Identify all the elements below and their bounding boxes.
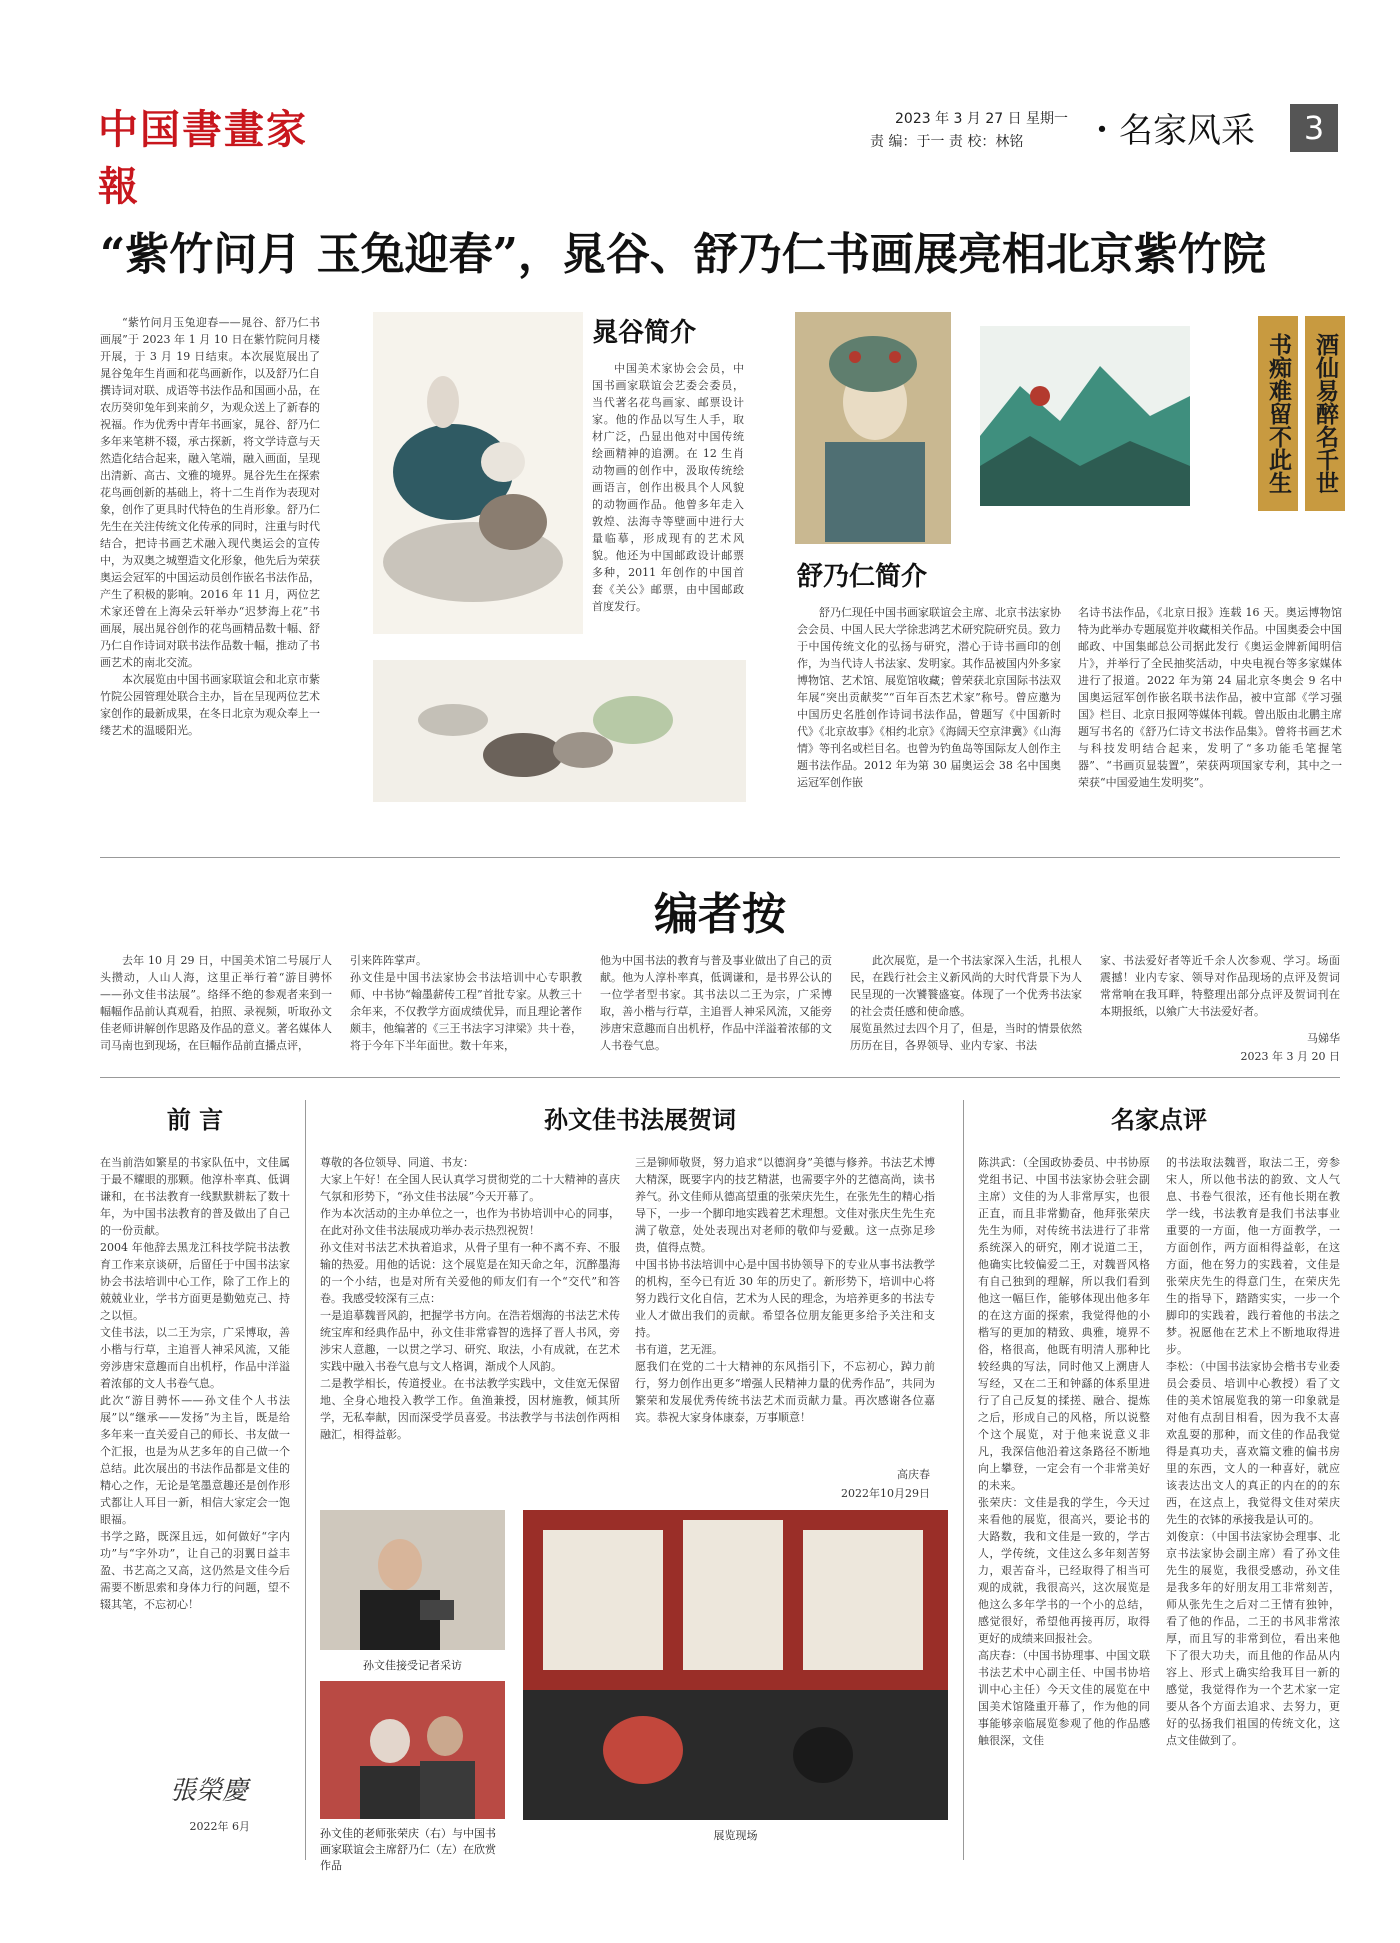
interview-photo-art [320, 1510, 505, 1650]
comments-title: 名家点评 [1111, 1105, 1207, 1134]
teacher-photo [320, 1681, 505, 1819]
issue-date: 2023 年 3 月 27 日 星期一 [895, 111, 1069, 127]
teacher-photo-caption: 孙文佳的老师张荣庆（右）与中国书画家联谊会主席舒乃仁（左）在欣赏作品 [320, 1827, 496, 1872]
preface-signature: 張榮慶 [170, 1776, 249, 1806]
exhibition-photo [523, 1510, 948, 1820]
newspaper-logo: 中国書畫家報 [98, 106, 308, 210]
preface-date: 2022年 6月 [189, 1820, 250, 1833]
teacher-photo-art [320, 1681, 505, 1819]
shu-bio-col2: 名诗书法作品，《北京日报》连载 16 天。奥运博物馆特为此举办专题展览并收藏相关作品。中国奥委会中国邮政、中国集邮总公司据此发行《奥运金牌新闻明信片》，并举行了全民抽奖活动，中央电视台等多家媒体进行了报道。2022 年为第 24 届北京冬奥会 9 名中国奥运冠军创作嵌名联书法作品，被中宣部《学习强国》栏目、北京日报网等媒体刊载。曾出版由北鹏主席题写书名的《舒乃仁诗文书法作品集》。曾将书画艺术与科技发明结合起来，发明了“多功能毛笔握笔器”、“书画页显装置”，荣获两项国家专利，其中之一荣获“中国爱迪生发明奖”。 [1078, 606, 1342, 789]
interview-photo-caption: 孙文佳接受记者采访 [363, 1659, 462, 1672]
exhibition-photo-art [523, 1510, 948, 1820]
editor-note-date: 2023 年 3 月 20 日 [1240, 1050, 1340, 1063]
shu-title: 舒乃仁简介 [797, 562, 928, 592]
column-divider-2 [963, 1100, 964, 1860]
chaogu-bio: 中国美术家协会会员，中国书画家联谊会艺委会委员，当代著名花鸟画家、邮票设计家。他的作品以写生人手，取材广泛，凸显出他对中国传统绘画精神的追溯。在 12 生肖动物画的创作中，汲取传统绘画语言，创作出极具个人风貌的动物画作品。他曾多年走入敦煌、法海寺等壁画中进行大量临摹，形成现有的艺术风貌。他还为中国邮政设计邮票多种，2011 年创作的中国首套《关公》邮票，由中国邮政首度发行。 [592, 362, 744, 613]
congrats-signer: 高庆春 [897, 1468, 930, 1481]
comments-col1: 陈洪武：（全国政协委员、中书协原党组书记、中国书法家协会驻会副主席）文佳的为人非常厚实，也很正直，而且非常勤奋，他拜张荣庆先生为师，对传统书法进行了非常系统深入的研究，刚才说道二王，他确实比较偏爱二王，对魏晋风格有自己独到的理解，所以我们看到他这一幅巨作，能够体现出他多年的在这方面的探索，我觉得他的小楷写的更加的精致、典雅，境界不俗，格很高，他既有明清人那种比较经典的写法，同时他又上溯唐人写经，又在二王和钟繇的体系里进行了自己反复的揉搓、融合、提炼之后，形成自己的风格，所以说整个这个展览，对于他来说意义非凡，我深信他沿着这条路径不断地向上攀登，一定会有一个非常美好的未来。 张荣庆：文佳是我的学生，今天过来看他的展览，很高兴，要论书的大路数，我和文佳是一致的，学古人，学传统，文佳这么多年刻苦努力，艰苦奋斗，已经取得了相当可观的成就，我很高兴，这次展览是他这么多年学书的一个小的总结，感觉很好，希望他再接再厉，取得更好的成绩来回报社会。 高庆春：（中国书协理事、中国文联书法艺术中心副主任、中国书协培训中心主任）今天文佳的展览在中国美术馆隆重开幕了，作为他的同事能够亲临展览参观了他的作品感触很深，文佳 [978, 1156, 1150, 1747]
preface-text: 在当前浩如繁星的书家队伍中，文佳属于最不耀眼的那颗。他淳朴率真、低调谦和，在书法教育一线默默耕耘了数十年，为中国书法教育的普及做出了自己的一份贡献。 2004 年他辞去黑龙江科技学院书法教育工作来京谈研，后留任于中国书法家协会书法培训中心工作，除了工作上的兢兢业业，学书方面更是勤勉克己、持之以恒。 文佳书法，以二王为宗，广采博取，善小楷与行草，主追晋人神采风流，又能旁涉唐宋意趣而自出机杼，作品中洋溢着浓郁的文人书卷气息。 此次“游目骋怀——孙文佳个人书法展”以“继承——发扬”为主旨，既是给多年来一直关爱自己的师长、书友做一个汇报，也是为从艺多年的自己做一个总结。此次展出的书法作品都是文佳的精心之作，无论是笔墨意趣还是创作形式都让人耳目一新，相信大家定会一饱眼福。 书学之路，既深且远，如何做好“字内功”与“字外功”，让自己的羽翼日益丰盈、书艺高之又高，这仍然是文佳今后需要不断思索和身体力行的问题，望不辍其笔，不忘初心！ [100, 1156, 290, 1611]
section-divider-2 [100, 1077, 1340, 1078]
tang-lady-art [795, 312, 951, 544]
article-intro [100, 314, 320, 794]
rabbits-landscape-art [373, 660, 746, 802]
comments-col2: 的书法取法魏晋，取法二王，旁参宋人，所以他书法的韵致、文人气息、书卷气很浓，还有他长期在教学一线，书法教育是我们书法事业重要的一方面，他一方面教学，一方面创作，两方面相得益彰，在这方面，他在努力的实践着，文佳是张荣庆先生的得意门生，在荣庆先生的指导下，踏踏实实，一步一个脚印的实践着，践行着他的书法之梦。祝愿他在艺术上不断地取得进步。 李松：（中国书法家协会楷书专业委员会委员、培训中心教授）看了文佳的美术馆展览我的第一印象就是对他有点刮目相看，因为我不太喜欢乱耍的那种，而文佳的作品我觉得是真功夫，喜欢篇文雅的偏书房里的东西，文人的一种喜好，就应该表达出文人的真正的内在的的东西，在这点上，我觉得文佳对荣庆先生的衣钵的承接我是认可的。 刘俊京：（中国书法家协会理事、北京书法家协会副主席）看了孙文佳先生的展览，我很受感动，孙文佳是我多年的好朋友用工非常刻苦，师从张先生之后对二王情有独钟，看了他的作品，二王的书风非常浓厚，而且写的非常到位，看出来他下了很大功夫，而且他的作品从内容上、形式上确实给我耳目一新的感觉，我觉得作为一个艺术家一定要从各个方面去追求、去努力，更好的弘扬我们祖国的传统文化，这点文佳做到了。 [1166, 1156, 1340, 1747]
couplet-text-left: 书痴难留不此生 [1265, 333, 1292, 494]
landscape-art [980, 326, 1190, 506]
rabbit-painting [373, 312, 583, 634]
editor-note-col5: 家、书法爱好者等近千余人次参观、学习。场面震撼！业内专家、领导对作品现场的点评及贺词常常响在我耳畔，特整理出部分点评及贺词刊在本期报纸，以飨广大书法爱好者。 [1100, 954, 1340, 1018]
landscape-painting [980, 326, 1190, 506]
editor-note-col4: 此次展览，是一个书法家深入生活，扎根人民，在践行社会主义新风尚的大时代背景下为人民呈现的一次饕餮盛宴。体现了一个优秀书法家的社会责任感和使命感。 展览虽然过去四个月了，但是，当时的情景依然历历在目，各界领导、业内专家、书法 [850, 954, 1082, 1052]
congrats-col1: 尊敬的各位领导、同道、书友： 大家上午好！在全国人民认真学习贯彻党的二十大精神的喜庆气氛和形势下，“孙文佳书法展”今天开幕了。 作为本次活动的主办单位之一，也作为书协培训中心的同事，在此对孙文佳书法展成功举办表示热烈祝贺！ 孙文佳对书法艺术执着追求，从骨子里有一种不离不弃、不服输的热爱。用他的话说：这个展览是在知天命之年，沉醉墨海的一个小结，也是对所有关爱他的师友们有一个“交代”和答卷。我感受较深有三点： 一是追摹魏晋风韵，把握学书方向。在浩若烟海的书法艺术传统宝库和经典作品中，孙文佳非常睿智的选择了晋人书风，旁涉宋人意趣，一以贯之学习、研究、取法，小有成就，在艺术实践中融入书卷气息与文人格调，渐成个人风韵。 二是教学相长，传道授业。在书法教学实践中，文佳宽无保留地、全身心地投入教学工作。鱼渔兼授，因材施教，倾其所学，无私奉献，因而深受学员喜爱。书法教学与书法创作两相融汇，相得益彰。 [320, 1156, 620, 1441]
main-headline: “紫竹问月 玉兔迎春”，晁谷、舒乃仁书画展亮相北京紫竹院 [100, 229, 1266, 280]
exhibition-photo-caption: 展览现场 [713, 1829, 758, 1842]
intro-paragraph-2: 本次展览由中国书画家联谊会和北京市紫竹院公园管理处联合主办，旨在呈现两位艺术家创作的最新成果，在冬日北京为观众奉上一缕艺术的温暖阳光。 [100, 673, 320, 737]
congrats-date: 2022年10月29日 [841, 1487, 930, 1500]
rabbit-painting-art [373, 312, 583, 634]
chaogu-title: 晁谷简介 [592, 318, 697, 348]
editor-note-col2: 引来阵阵掌声。 孙文佳是中国书法家协会书法培训中心专职教师、中书协“翰墨薪传工程”首批专家。从教三十余年来，不仅教学方面成绩优异，而且理论著作颇丰，他编著的《三王书法字习津梁》共十卷，将于今年下半年面世。数十年来， [350, 954, 582, 1052]
couplet-scroll-left [1258, 316, 1298, 511]
preface-title: 前 言 [166, 1105, 224, 1134]
tang-lady-painting [795, 312, 951, 544]
editor-note-col1: 去年 10 月 29 日，中国美术馆二号展厅人头攒动，人山人海，这里正举行着“游目骋怀——孙文佳书法展”。络绎不绝的参观者来到一幅幅作品前认真观看，拍照、录视频，听取孙文佳老师讲解创作思路及作品的意义。著名媒体人司马南也到现场，在巨幅作品前直播点评， [100, 954, 332, 1052]
page-number: 3 [1290, 104, 1338, 152]
shu-bio-col1: 舒乃仁现任中国书画家联谊会主席、北京书法家协会会员、中国人民大学徐悲鸿艺术研究院研究员。致力于中国传统文化的弘扬与研究，潜心于诗书画印的创作，为当代诗人书法家、发明家。其作品被国内外多家博物馆、艺术馆、展览馆收藏；曾荣获北京国际书法双年展“突出贡献奖”“百年百杰艺术家”称号。曾应邀为中国历史名胜创作诗词书法作品，曾题写《中国新时代》《北京故事》《相约北京》《海阔天空京津冀》《山海情》等刊名或栏目名。也曾为钓鱼岛等国际友人创作主题书法作品。2012 年为第 30 届奥运会 38 名中国奥运冠军创作嵌 [797, 606, 1061, 789]
interview-photo [320, 1510, 505, 1650]
editor-note-col3: 他为中国书法的教育与普及事业做出了自己的贡献。他为人淳朴率真，低调谦和，是书界公认的一位学者型书家。其书法以二王为宗，广采博取，善小楷与行草，主追晋人神采风流，又能旁涉唐宋意趣而自出机杼，作品中洋溢着浓郁的文人书卷气息。 [600, 954, 832, 1052]
editor-note-title: 编者按 [654, 889, 786, 940]
editor-note-signer: 马娣华 [1307, 1032, 1340, 1045]
congrats-col2: 三是铆师敬贤，努力追求“以德润身”美德与修养。书法艺术博大精深，既要字内的技艺精湛，也需要字外的艺德高尚，读书养气。孙文佳师从德高望重的张荣庆先生，在张先生的精心指导下，一步一个脚印地实践着艺术理想。文佳对张庆生先生充满了敬意，处处表现出对老师的敬仰与爱戴。这一点弥足珍贵，值得点赞。 中国书协书法培训中心是中国书协领导下的专业从事书法教学的机构，至今已有近 30 年的历史了。新形势下，培训中心将努力践行文化自信，艺术为人民的理念，为培养更多的书法专业人才做出我们的贡献。希望各位朋友能更多给予关注和支持。 书有道，艺无涯。 愿我们在党的二十大精神的东风指引下，不忘初心，踔力前行，努力创作出更多“增强人民精神力量的优秀作品”，共同为繁荣和发展优秀传统书法艺术而贡献力量。再次感谢各位嘉宾。恭祝大家身体康泰，万事顺意！ [635, 1156, 935, 1424]
congrats-title: 孙文佳书法展贺词 [544, 1105, 736, 1134]
editors-line: 责 编：于一 责 校：林铭 [870, 134, 1024, 150]
couplet-scroll-right [1305, 316, 1345, 511]
section-name: ・名家风采 [1085, 111, 1255, 151]
column-divider-1 [305, 1100, 306, 1860]
couplet-text-right: 酒仙易醉名千世 [1312, 333, 1339, 494]
section-divider [100, 857, 1340, 858]
rabbits-landscape-painting [373, 660, 746, 802]
intro-paragraph: “紫竹问月玉兔迎春——晁谷、舒乃仁书画展”于 2023 年 1 月 10 日在紫竹院问月楼开展，于 3 月 19 日结束。本次展览展出了晁谷兔年生肖画和花鸟画新作，以及舒乃仁自撰诗词对联、成语等书法作品和国画小品，在农历癸卯兔年到来前夕，为观众送上了新春的祝福。作为优秀中青年书画家，晁谷、舒乃仁多年来笔耕不辍，承古探新，将文学诗意与天然造化结合起来，融入笔端，融入画面，呈现出清新、高古、文雅的境界。晁谷先生在探索花鸟画创新的基础上，将十二生肖作为表现对象，创作了更具时代特色的生肖形象。舒乃仁先生在关注传统文化传承的同时，注重与时代结合，把诗书画艺术融入现代奥运会的宣传中，为双奥之城塑造文化形象，他先后为荣获奥运会冠军的中国运动员创作嵌名书法作品，产生了积极的影响。2016 年 11 月，两位艺术家还曾在上海朵云轩举办“迟梦海上花”书画展，展出晁谷创作的花鸟画精品数十幅、舒乃仁自作诗词对联书法作品数十幅，推动了书画艺术的南北交流。 [100, 316, 320, 669]
